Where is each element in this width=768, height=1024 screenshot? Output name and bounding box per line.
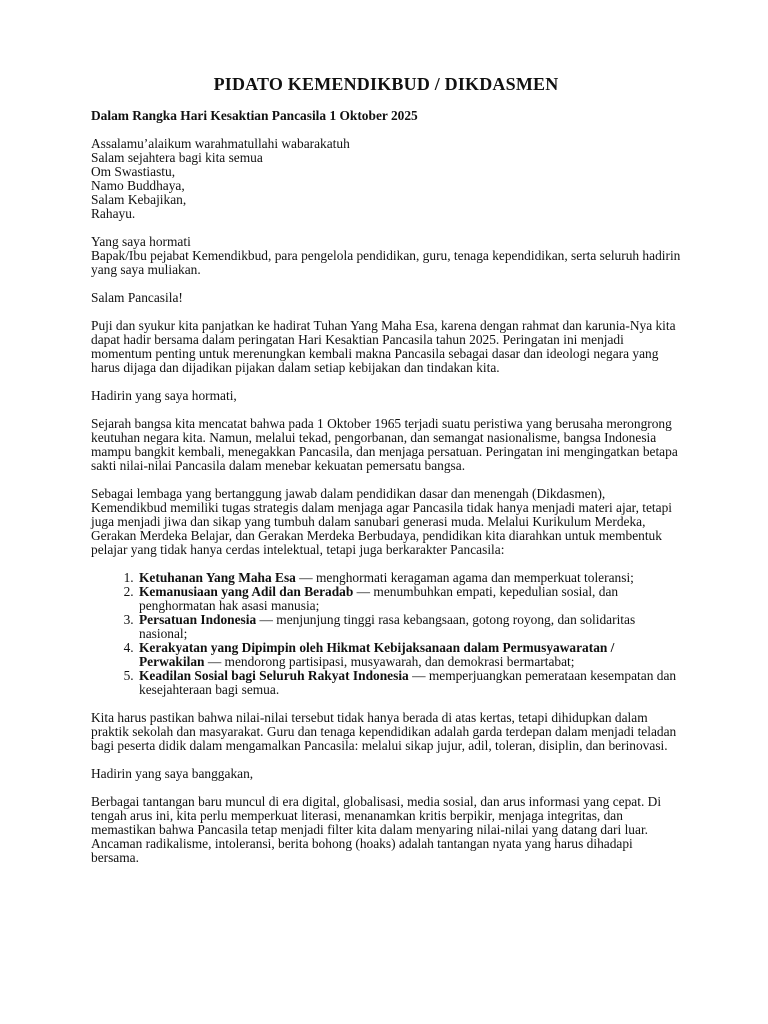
greeting-line: Assalamu’alaikum warahmatullahi wabarakatuh — [91, 136, 350, 151]
subtitle: Dalam Rangka Hari Kesaktian Pancasila 1 Oktober 2025 — [91, 108, 418, 123]
greetings-block — [91, 137, 681, 221]
greeting-line: Rahayu. — [91, 206, 136, 221]
honor-addressees: Bapak/Ibu pejabat Kemendikbud, para pengelola pendidikan, guru, tenaga kependidikan, serta seluruh hadirin yang saya muliakan. — [91, 248, 681, 277]
greeting-line: Salam sejahtera bagi kita semua — [91, 150, 263, 165]
paragraph: Berbagai tantangan baru muncul di era digital, globalisasi, media sosial, dan arus informasi yang cepat. Di tengah arus ini, kita perlu memperkuat literasi, menanamkan kritis berpikir, menjaga integritas, dan memastikan bahwa Pancasila tetap menjadi filter kita dalam menyaring nilai-nilai yang datang dari luar. Ancaman radikalisme, intoleransi, berita bohong (hoaks) adalah tantangan nyata yang harus dihadapi bersama. — [91, 794, 662, 865]
sila-name: Persatuan Indonesia — [139, 612, 257, 627]
page-title: PIDATO KEMENDIKBUD / DIKDASMEN — [213, 74, 559, 94]
address-line: Hadirin yang saya hormati, — [91, 388, 237, 403]
sila-name: Kerakyatan yang Dipimpin oleh Hikmat Kebijaksanaan dalam Permusyawaratan / Perwakilan — [139, 640, 615, 669]
sila-name: Ketuhanan Yang Maha Esa — [139, 570, 296, 585]
pancasila-list — [91, 571, 681, 697]
paragraph: Sebagai lembaga yang bertanggung jawab dalam pendidikan dasar dan menengah (Dikdasmen), Kemendikbud memiliki tugas strategis dalam menjaga agar Pancasila tidak hanya menjadi materi ajar, tetapi juga menjadi jiwa dan sikap yang tumbuh dalam sanubari generasi muda. Melalui Kurikulum Merdeka, Gerakan Merdeka Belajar, dan Gerakan Merdeka Berbudaya, pendidikan kita diarahkan untuk membentuk pelajar yang tidak hanya cerdas intelektual, tetapi juga berkarakter Pancasila: — [91, 486, 673, 557]
paragraph: Kita harus pastikan bahwa nilai-nilai tersebut tidak hanya berada di atas kertas, tetapi dihidupkan dalam praktik sekolah dan masyarakat. Guru dan tenaga kependidikan adalah garda terdepan dalam menjadi teladan bagi peserta didik dalam mengamalkan Pancasila: melalui sikap jujur, adil, toleran, disiplin, dan berinovasi. — [91, 710, 677, 753]
greeting-line: Salam Kebajikan, — [91, 192, 187, 207]
paragraph: Sejarah bangsa kita mencatat bahwa pada 1 Oktober 1965 terjadi suatu peristiwa yang berusaha merongrong keutuhan negara kita. Namun, melalui tekad, pengorbanan, dan semangat nasionalisme, bangsa Indonesia mampu bangkit kembali, menegakkan Pancasila, dan menjaga persatuan. Peringatan ini mengingatkan betapa sakti nilai-nilai Pancasila dalam menebar kekuatan pemersatu bangsa. — [91, 416, 678, 473]
salam-pancasila: Salam Pancasila! — [91, 290, 183, 305]
honor-block — [91, 235, 681, 277]
list-item — [137, 585, 681, 613]
greeting-line: Om Swastiastu, — [91, 164, 176, 179]
list-item — [137, 669, 681, 697]
sila-desc: — memperjuangkan pemerataan kesempatan dan kesejahteraan bagi semua. — [139, 668, 677, 697]
greeting-line: Namo Buddhaya, — [91, 178, 185, 193]
sila-name: Kemanusiaan yang Adil dan Beradab — [139, 584, 354, 599]
sila-desc: — mendorong partisipasi, musyawarah, dan demokrasi bermartabat; — [204, 654, 575, 669]
sila-desc: — menumbuhkan empati, kepedulian sosial, dan penghormatan hak asasi manusia; — [139, 584, 619, 613]
list-item — [137, 571, 681, 585]
address-line: Hadirin yang saya banggakan, — [91, 766, 254, 781]
sila-desc: — menghormati keragaman agama dan memperkuat toleransi; — [295, 570, 634, 585]
sila-name: Keadilan Sosial bagi Seluruh Rakyat Indonesia — [139, 668, 409, 683]
document-page — [91, 74, 681, 879]
honor-line: Yang saya hormati — [91, 234, 191, 249]
sila-desc: — menjunjung tinggi rasa kebangsaan, gotong royong, dan solidaritas nasional; — [139, 612, 636, 641]
list-item — [137, 613, 681, 641]
paragraph: Puji dan syukur kita panjatkan ke hadirat Tuhan Yang Maha Esa, karena dengan rahmat dan karunia-Nya kita dapat hadir bersama dalam peringatan Hari Kesaktian Pancasila tahun 2025. Peringatan ini menjadi momentum penting untuk merenungkan kembali makna Pancasila sebagai dasar dan ideologi negara yang harus dijaga dan dijadikan pijakan dalam setiap kebijakan dan tindakan kita. — [91, 318, 676, 375]
list-item — [137, 641, 681, 669]
